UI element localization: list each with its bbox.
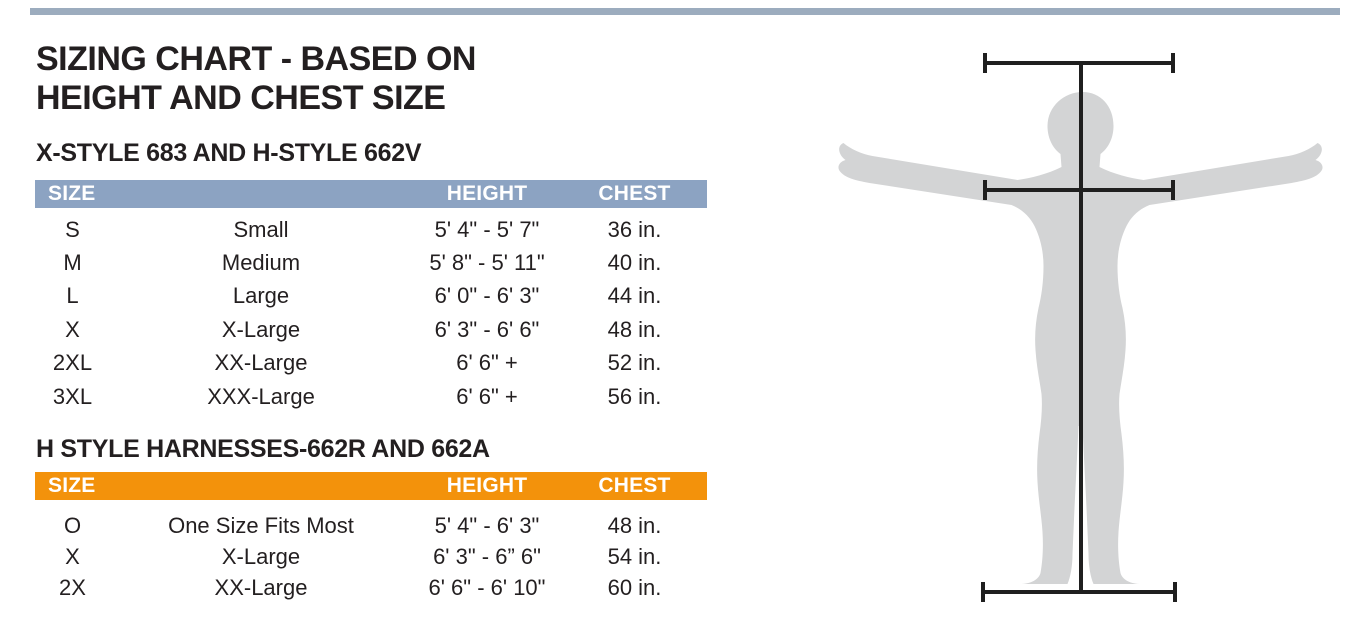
cell-chest: 48 in.	[607, 316, 662, 342]
cell-height: 6' 3" - 6” 6"	[433, 543, 541, 569]
col-header-size: SIZE	[48, 474, 96, 497]
cell-code: 2XL	[52, 350, 93, 376]
table-row	[35, 313, 707, 346]
cell-chest: 36 in.	[607, 216, 662, 242]
table-row	[35, 541, 707, 572]
cell-name: Large	[232, 283, 290, 309]
cell-name: X-Large	[221, 543, 301, 569]
table-body	[35, 510, 707, 603]
col-header-chest: CHEST	[598, 182, 671, 205]
cell-code: X	[65, 316, 80, 342]
cell-code: S	[65, 216, 80, 242]
table-row	[35, 213, 707, 246]
sizing-table-hstyle	[35, 472, 707, 603]
table-header-row	[35, 472, 707, 500]
page-title-line2: HEIGHT AND CHEST SIZE	[36, 79, 446, 117]
chest-level-measure-line	[985, 188, 1173, 192]
cell-name: X-Large	[221, 316, 301, 342]
cell-chest: 60 in.	[607, 574, 662, 600]
cell-name: Medium	[221, 250, 301, 276]
table-row	[35, 246, 707, 279]
cell-height: 6' 6" +	[456, 383, 518, 409]
col-header-size: SIZE	[48, 182, 96, 205]
top-accent-bar	[30, 8, 1340, 15]
head-level-measure-line	[985, 61, 1173, 65]
cell-name: XXX-Large	[207, 383, 315, 409]
cell-name: XX-Large	[214, 350, 308, 376]
cell-chest: 56 in.	[607, 383, 662, 409]
cell-code: X	[65, 543, 80, 569]
table-row	[35, 572, 707, 603]
table-header-row	[35, 180, 707, 208]
cell-height: 6' 6" - 6' 10"	[428, 574, 546, 600]
col-header-height: HEIGHT	[446, 182, 528, 205]
cell-height: 6' 0" - 6' 3"	[434, 283, 540, 309]
cell-code: 3XL	[52, 383, 93, 409]
section-heading-hstyle: H STYLE HARNESSES-662R AND 662A	[36, 435, 490, 463]
height-measure-vertical-line	[1079, 61, 1083, 594]
cell-height: 5' 4" - 6' 3"	[434, 512, 540, 538]
page-title-line1: SIZING CHART - BASED ON	[36, 40, 476, 78]
cell-name: XX-Large	[214, 574, 308, 600]
cell-name: One Size Fits Most	[168, 512, 354, 538]
cell-code: L	[66, 283, 79, 309]
feet-level-measure-line	[983, 590, 1175, 594]
cell-name: Small	[233, 216, 289, 242]
cell-chest: 44 in.	[607, 283, 662, 309]
cell-chest: 54 in.	[607, 543, 662, 569]
cell-code: M	[63, 250, 82, 276]
cell-chest: 40 in.	[607, 250, 662, 276]
sizing-table-xstyle	[35, 180, 707, 413]
col-header-chest: CHEST	[598, 474, 671, 497]
cell-code: O	[63, 512, 82, 538]
cell-chest: 52 in.	[607, 350, 662, 376]
table-row	[35, 280, 707, 313]
table-body	[35, 213, 707, 413]
cell-height: 6' 6" +	[456, 350, 518, 376]
page-title	[36, 40, 476, 118]
cell-chest: 48 in.	[607, 512, 662, 538]
section-heading-xstyle: X-STYLE 683 AND H-STYLE 662V	[36, 139, 422, 167]
table-row	[35, 510, 707, 541]
cell-height: 5' 8" - 5' 11"	[429, 250, 545, 276]
cell-height: 5' 4" - 5' 7"	[434, 216, 540, 242]
cell-code: 2X	[59, 574, 86, 600]
table-row	[35, 347, 707, 380]
col-header-height: HEIGHT	[446, 474, 528, 497]
cell-height: 6' 3" - 6' 6"	[434, 316, 540, 342]
table-row	[35, 380, 707, 413]
